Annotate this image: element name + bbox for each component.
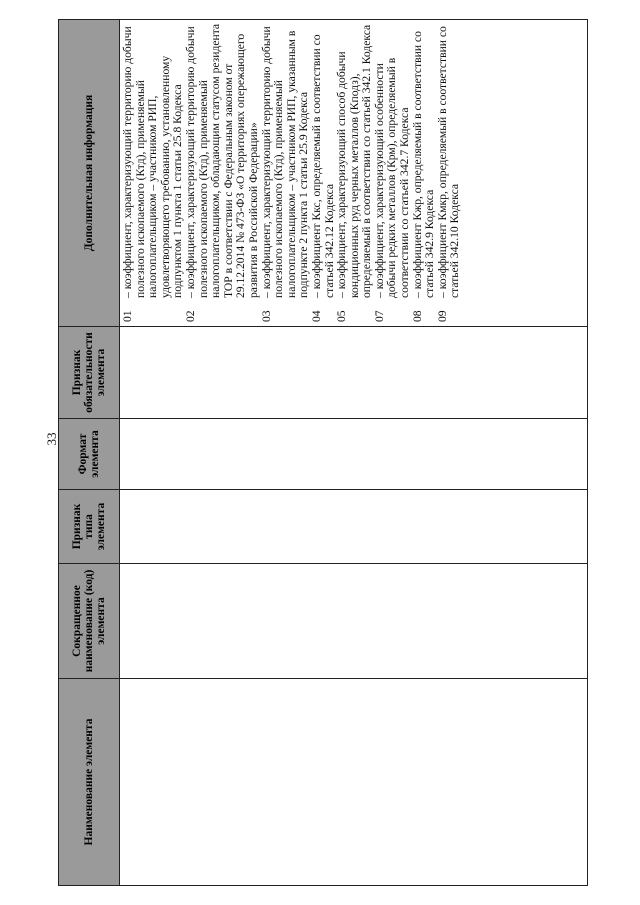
list-item	[336, 23, 374, 322]
list-item	[412, 23, 437, 322]
info-code: 01	[121, 310, 134, 322]
header-code: Сокращенное наименование (код) элемента	[59, 564, 120, 679]
page-number: 33	[44, 432, 59, 446]
info-text: – коэффициент, характеризующий особенности добычи редких металлов (Крм), определяемый в соответствии со статьей 342.7 Кодекса	[372, 57, 412, 298]
cell-required	[120, 327, 588, 419]
list-item	[374, 23, 412, 322]
list-item	[261, 23, 311, 322]
cell-code	[120, 564, 588, 679]
rotated-page	[58, 20, 588, 886]
info-code: 05	[335, 310, 349, 322]
info-code: 03	[259, 310, 273, 322]
table-row	[120, 20, 588, 886]
list-item	[437, 23, 462, 322]
info-code: 04	[309, 310, 323, 322]
info-text: – коэффициент Ккс, определяемый в соответствии со статьей 342.12 Кодекса	[309, 34, 336, 298]
info-text: – коэффициент, характеризующий способ добычи кондиционных руд черных металлов (Кподз), определяемый в соответствии со статьей 342.1 Кодекса	[335, 24, 374, 298]
info-text: – коэффициент Кмкр, определяемый в соответствии со статьей 342.10 Кодекса	[435, 26, 462, 298]
list-item	[185, 23, 261, 322]
header-required: Признак обязательности элемента	[59, 327, 120, 419]
header-format: Формат элемента	[59, 419, 120, 490]
table-header-row	[59, 20, 120, 886]
header-type: Признак типа элемента	[59, 490, 120, 564]
list-item	[122, 23, 185, 322]
info-list	[122, 23, 462, 322]
cell-name	[120, 679, 588, 886]
cell-type	[120, 490, 588, 564]
info-text: – коэффициент, характеризующий территорию добычи полезного ископаемого (Ктд), применяемый налогоплательщиком – участником РИП, указанным в подпункте 2 пункта 1 статьи 25.9 Кодекса	[259, 26, 311, 298]
cell-info	[120, 20, 588, 327]
info-text: – коэффициент, характеризующий территорию добычи полезного ископаемого (Ктд), применяемый налогоплательщиком, обладающим статусом резидента ТОР в соответствии с Федеральным законом от 29.12.2014 № 473-ФЗ «О территориях опережающего развития в Российской Федерации»	[183, 23, 260, 298]
cell-format	[120, 419, 588, 490]
info-text: – коэффициент, характеризующий территорию добычи полезного ископаемого (Ктд), применяемый налогоплательщиком – участником РИП, удовлетворяющего требованию, установленному подпунктом 1 пункта 1 статьи 25.8 Кодекса	[121, 26, 185, 298]
info-code: 09	[435, 310, 449, 322]
list-item	[311, 23, 336, 322]
elements-table	[58, 19, 588, 886]
info-code: 07	[372, 310, 386, 322]
header-name: Наименование элемента	[59, 679, 120, 886]
info-code: 08	[410, 310, 424, 322]
header-info: Дополнительная информация	[59, 20, 120, 327]
info-text: – коэффициент Кжр, определяемый в соответствии со статьей 342.9 Кодекса	[410, 31, 437, 298]
info-code: 02	[183, 310, 197, 322]
